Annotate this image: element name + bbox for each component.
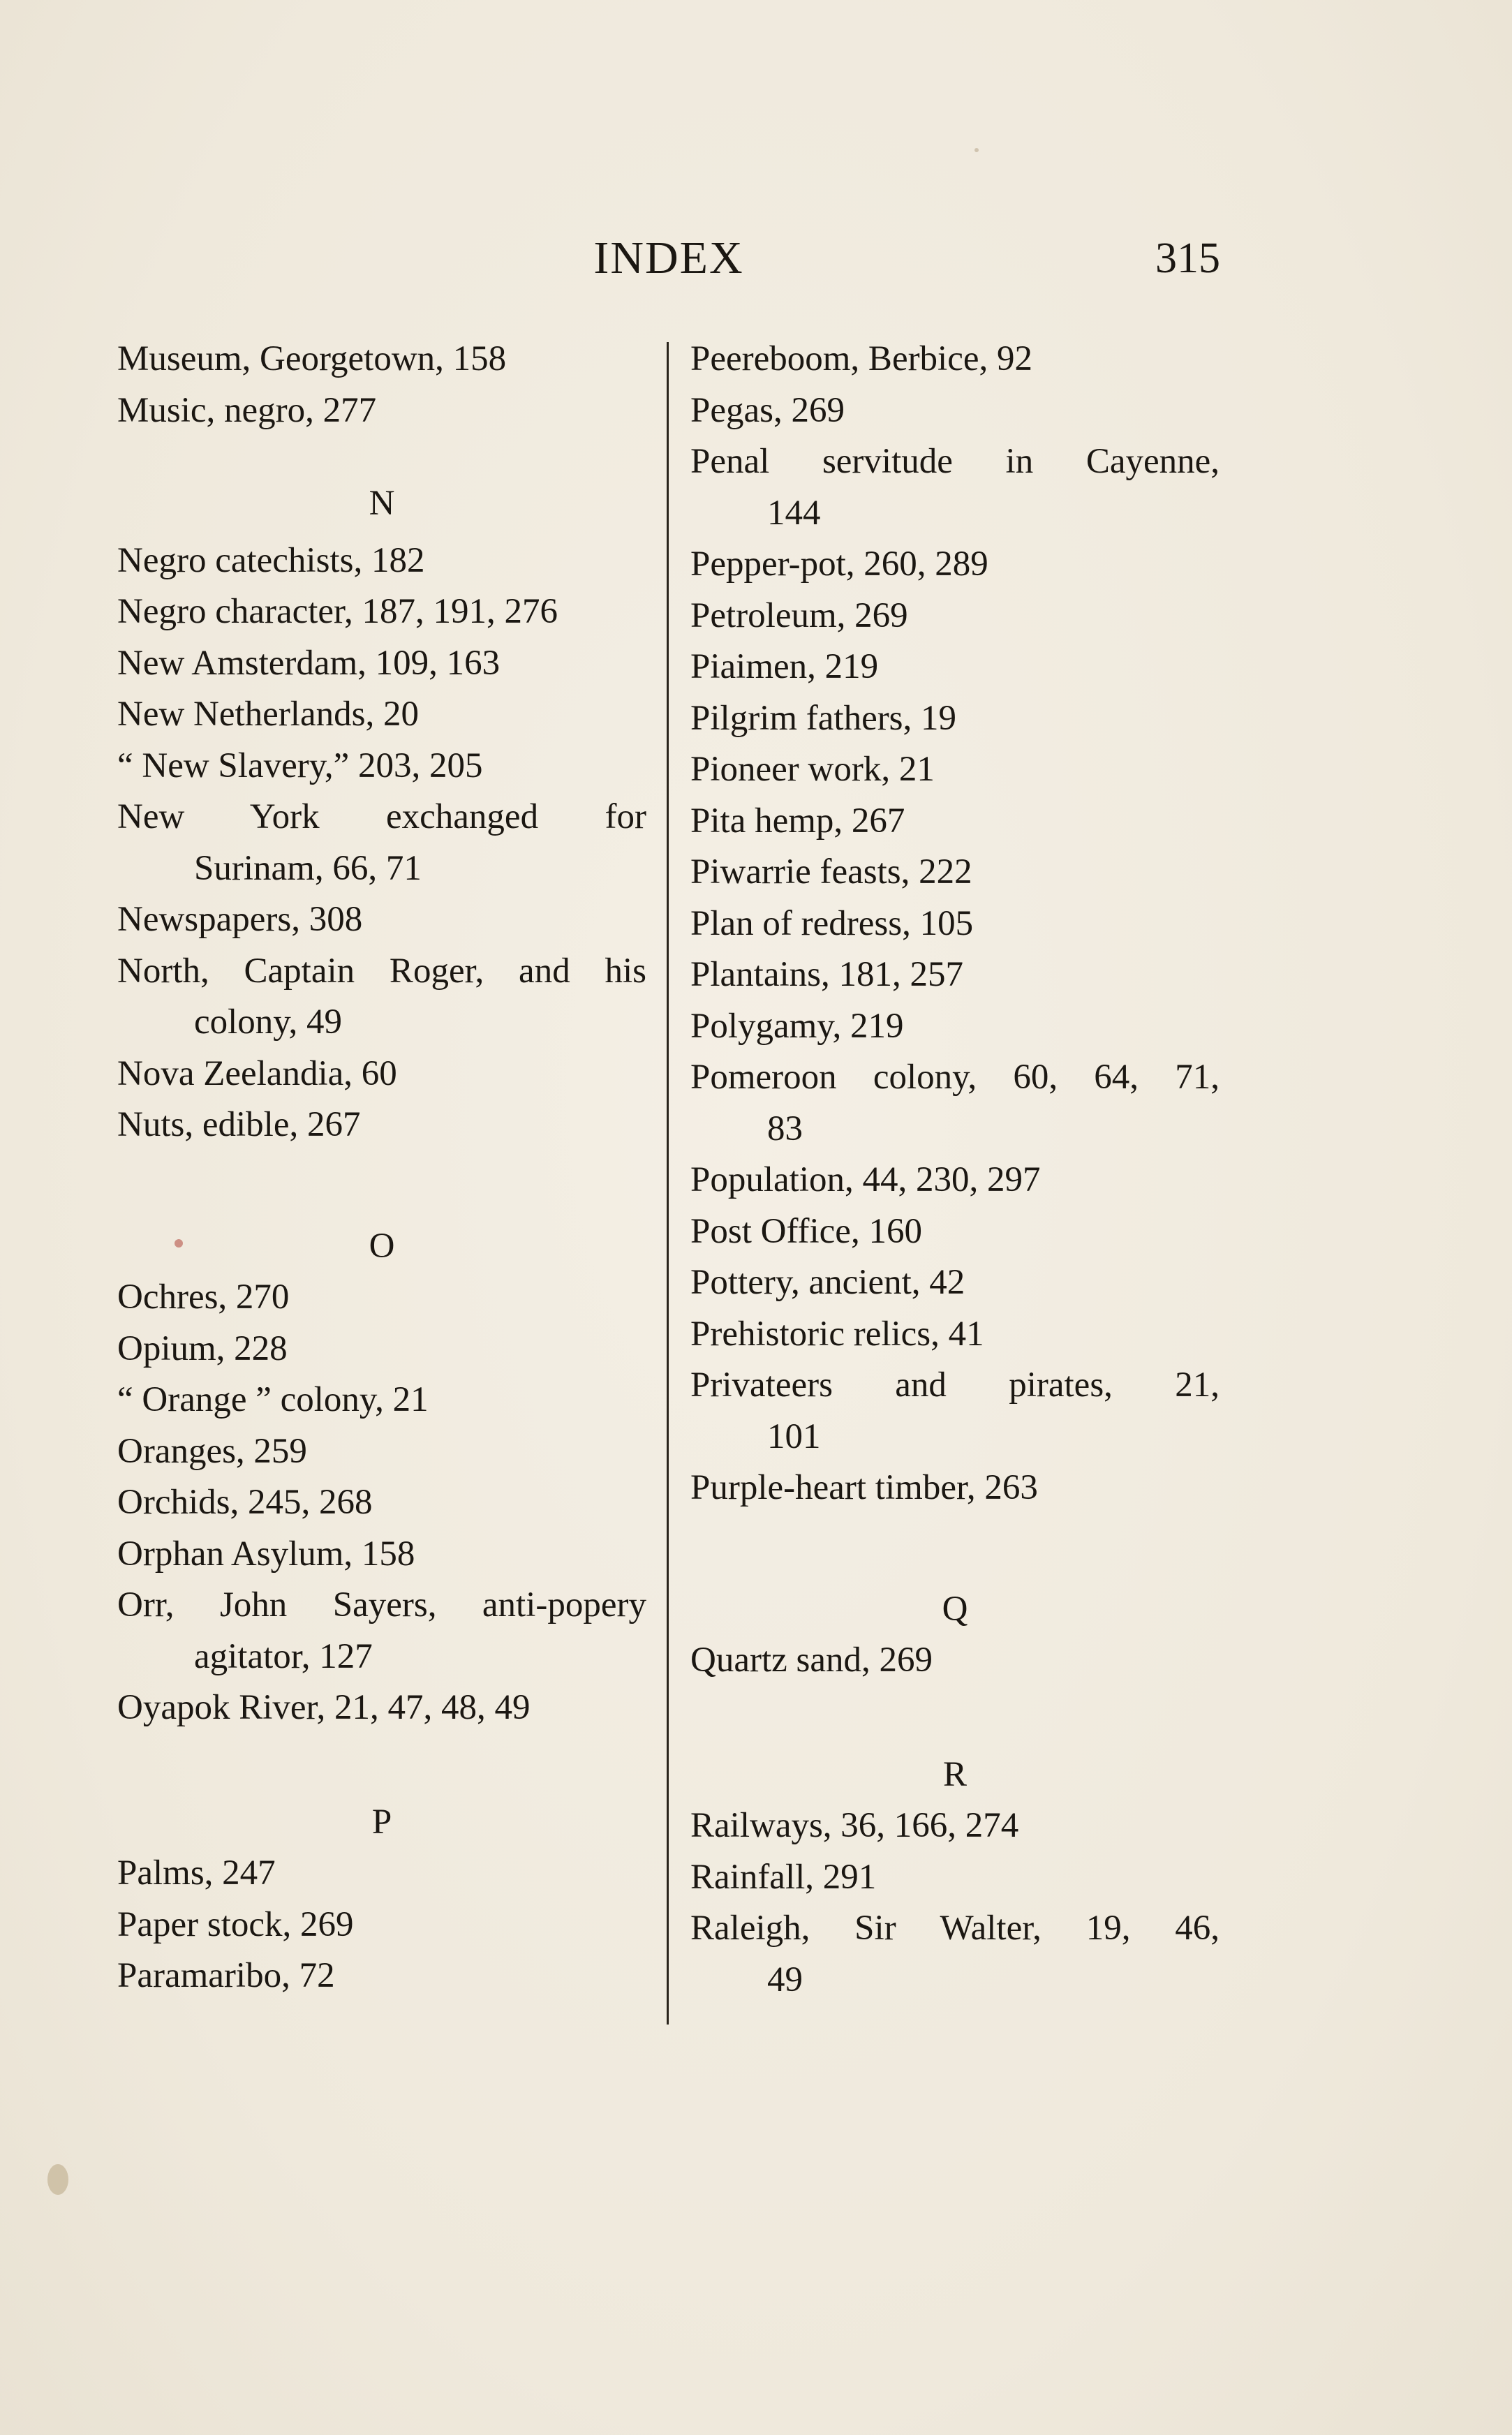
index-entry: Opium, 228	[117, 1328, 288, 1368]
index-entry: Newspapers, 308	[117, 900, 363, 939]
index-entry: Negro character, 187, 191, 276	[117, 592, 558, 631]
entry-continuation: 83	[767, 1109, 803, 1148]
entry-first-line: Orr, John Sayers, anti-popery	[117, 1585, 646, 1624]
index-entry: Oranges, 259	[117, 1431, 307, 1471]
index-entry: Pegas, 269	[690, 390, 845, 430]
index-entry	[690, 436, 1220, 539]
index-entry: Pilgrim fathers, 19	[690, 698, 957, 738]
entry-first-line: Privateers and pirates, 21,	[690, 1365, 1220, 1405]
index-entry: Pottery, ancient, 42	[690, 1263, 965, 1302]
index-entry: “ Orange ” colony, 21	[117, 1380, 429, 1419]
index-entry: Music, negro, 277	[117, 390, 377, 430]
index-entry: New Netherlands, 20	[117, 695, 419, 734]
index-entry: Paper stock, 269	[117, 1904, 354, 1944]
index-entry: Orchids, 245, 268	[117, 1483, 373, 1522]
index-entry	[117, 792, 646, 894]
index-entry	[690, 1360, 1220, 1463]
index-entry: Rainfall, 291	[690, 1857, 877, 1897]
entry-first-line: North, Captain Roger, and his	[117, 951, 646, 991]
page-number: 315	[1155, 235, 1220, 282]
index-entry: Plantains, 181, 257	[690, 955, 963, 994]
index-entry	[117, 1580, 646, 1682]
index-entry	[690, 1903, 1220, 2006]
paper-speck	[47, 2164, 68, 2195]
section-letter-o: O	[369, 1226, 395, 1266]
index-entry: Pepper-pot, 260, 289	[690, 545, 988, 584]
index-entry: Nova Zeelandia, 60	[117, 1053, 397, 1093]
index-entry: Polygamy, 219	[690, 1006, 904, 1046]
section-letter-q: Q	[942, 1589, 968, 1629]
index-entry	[690, 1052, 1220, 1155]
index-entry	[117, 946, 646, 1049]
index-entry: Prehistoric relics, 41	[690, 1314, 984, 1354]
index-entry: Nuts, edible, 267	[117, 1105, 361, 1144]
entry-continuation: agitator, 127	[194, 1636, 373, 1676]
index-entry: Palms, 247	[117, 1853, 276, 1893]
section-letter-n: N	[369, 484, 395, 523]
index-entry: Piaimen, 219	[690, 647, 879, 686]
section-letter-r: R	[942, 1754, 968, 1794]
index-entry: Quartz sand, 269	[690, 1641, 933, 1680]
paper-speck	[175, 1239, 183, 1248]
index-entry: Population, 44, 230, 297	[690, 1160, 1041, 1199]
index-entry: Negro catechists, 182	[117, 540, 425, 580]
index-entry: Purple-heart timber, 263	[690, 1468, 1038, 1507]
index-entry: Plan of redress, 105	[690, 903, 974, 943]
index-entry: Post Office, 160	[690, 1211, 922, 1251]
index-entry: “ New Slavery,” 203, 205	[117, 746, 483, 785]
entry-first-line: New York exchanged for	[117, 797, 646, 836]
page-header	[117, 227, 1220, 290]
entry-continuation: Surinam, 66, 71	[194, 848, 422, 888]
index-left-column	[117, 334, 646, 2002]
index-entry: Oyapok River, 21, 47, 48, 49	[117, 1688, 531, 1727]
entry-continuation: colony, 49	[194, 1002, 342, 1042]
index-entry: Railways, 36, 166, 274	[690, 1806, 1019, 1845]
index-entry: Pita hemp, 267	[690, 801, 905, 841]
page-title: INDEX	[593, 232, 744, 283]
entry-continuation: 101	[767, 1416, 821, 1456]
entry-continuation: 144	[767, 493, 821, 533]
entry-continuation: 49	[767, 1960, 803, 1999]
section-letter-p: P	[371, 1802, 392, 1842]
index-entry: New Amsterdam, 109, 163	[117, 643, 501, 683]
index-entry: Orphan Asylum, 158	[117, 1534, 415, 1574]
paper-speck	[974, 148, 979, 152]
column-divider	[667, 342, 669, 2025]
entry-first-line: Pomeroon colony, 60, 64, 71,	[690, 1058, 1220, 1097]
entry-first-line: Penal servitude in Cayenne,	[690, 442, 1220, 481]
index-entry: Peereboom, Berbice, 92	[690, 339, 1033, 378]
index-entry: Piwarrie feasts, 222	[690, 852, 972, 891]
index-entry: Pioneer work, 21	[690, 750, 935, 789]
index-entry: Ochres, 270	[117, 1278, 290, 1317]
index-entry: Petroleum, 269	[690, 595, 908, 635]
index-right-column	[690, 334, 1220, 2006]
index-entry: Museum, Georgetown, 158	[117, 339, 507, 378]
index-entry: Paramaribo, 72	[117, 1956, 335, 1995]
entry-first-line: Raleigh, Sir Walter, 19, 46,	[690, 1909, 1220, 1948]
